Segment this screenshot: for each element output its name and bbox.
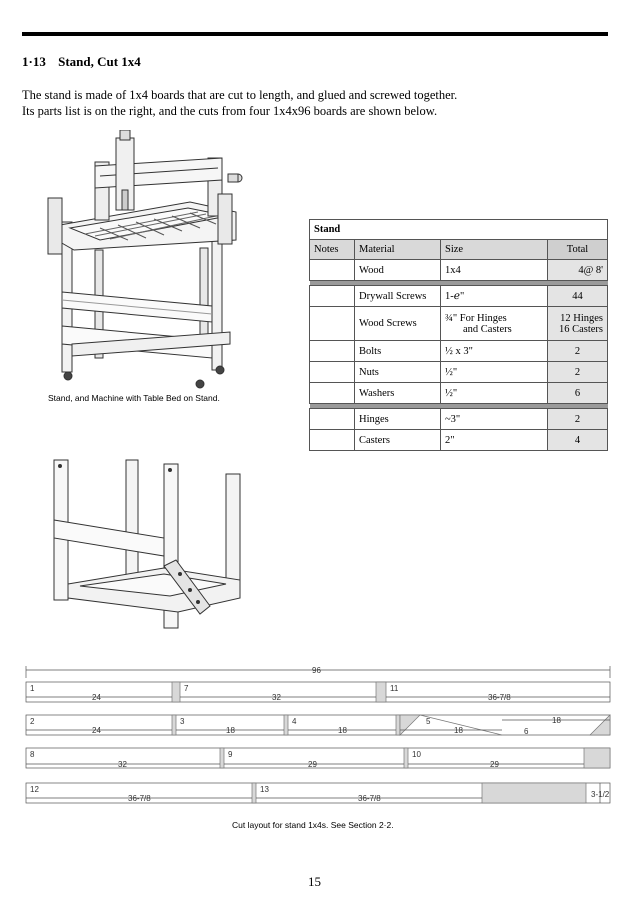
cell-notes [310, 260, 355, 281]
board-2 [26, 715, 610, 735]
cell-notes [310, 362, 355, 383]
cell-material: Washers [355, 383, 441, 404]
cell-material: Wood [355, 260, 441, 281]
piece-id: 5 [426, 717, 431, 726]
table-title: Stand [310, 220, 608, 240]
cell-material: Hinges [355, 409, 441, 430]
machine-on-stand-illustration [40, 130, 250, 392]
piece-length: 32 [272, 693, 281, 702]
piece-length: 18 [226, 726, 235, 735]
table-row [310, 260, 608, 281]
table-row [310, 307, 608, 341]
piece-length: 18 [338, 726, 347, 735]
piece-id: 3 [180, 717, 185, 726]
cell-size: ½" [441, 362, 548, 383]
piece-id: 4 [292, 717, 297, 726]
cell-total: 2 [548, 341, 608, 362]
cell-total-line-1: 12 Hinges [560, 312, 603, 324]
board-width-label: 3-1/2 [591, 790, 610, 799]
cell-total: 4@ 8' [548, 260, 608, 281]
intro-paragraph [22, 87, 457, 119]
figure-caption-machine: Stand, and Machine with Table Bed on Stand. [48, 393, 220, 403]
piece-length: 29 [308, 760, 317, 769]
cell-size: 1x4 [441, 260, 548, 281]
piece-id: 8 [30, 750, 35, 759]
section-heading [22, 54, 141, 70]
table-title-row [310, 220, 608, 240]
cell-notes [310, 383, 355, 404]
total-length-label: 96 [312, 666, 321, 675]
board-3 [26, 748, 610, 768]
cell-material: Nuts [355, 362, 441, 383]
table-row [310, 383, 608, 404]
cell-size-line-1: ¾" For Hinges [445, 312, 507, 324]
cell-total-line-2: 16 Casters [558, 323, 603, 335]
piece-length: 18 [552, 716, 561, 725]
cell-size: 2" [441, 430, 548, 451]
cell-total: 6 [548, 383, 608, 404]
piece-id: 7 [184, 684, 189, 693]
section-number: 1·13 [22, 54, 46, 69]
cell-notes [310, 341, 355, 362]
stand-illustration [40, 456, 246, 632]
page-number: 15 [308, 874, 321, 889]
piece-length: 36-7/8 [358, 794, 381, 803]
cell-notes [310, 430, 355, 451]
piece-length: 24 [92, 693, 101, 702]
top-rule [22, 32, 608, 36]
cell-size: ½" [441, 383, 548, 404]
table-row [310, 341, 608, 362]
piece-length: 36-7/8 [488, 693, 511, 702]
piece-id: 2 [30, 717, 35, 726]
cell-total: 44 [548, 286, 608, 307]
cell-notes [310, 409, 355, 430]
cut-layout-diagram [22, 660, 614, 810]
table-header-row [310, 240, 608, 260]
parts-list-table [309, 219, 608, 451]
piece-id: 13 [260, 785, 269, 794]
table-row [310, 362, 608, 383]
piece-id: 1 [30, 684, 35, 693]
cell-total [548, 307, 608, 341]
cell-material: Drywall Screws [355, 286, 441, 307]
piece-length: 24 [92, 726, 101, 735]
table-row [310, 286, 608, 307]
cell-notes [310, 286, 355, 307]
cell-material: Casters [355, 430, 441, 451]
piece-id: 11 [390, 684, 399, 693]
table-row [310, 409, 608, 430]
piece-length: 18 [454, 726, 463, 735]
piece-id: 10 [412, 750, 421, 759]
piece-length: 32 [118, 760, 127, 769]
header-notes: Notes [310, 240, 355, 260]
cell-total: 2 [548, 362, 608, 383]
board-1 [26, 682, 610, 702]
table-row [310, 430, 608, 451]
cell-size: 1-ℯ" [441, 286, 548, 307]
header-total: Total [548, 240, 608, 260]
piece-id: 12 [30, 785, 39, 794]
cell-total: 4 [548, 430, 608, 451]
cell-size: ~3" [441, 409, 548, 430]
header-size: Size [441, 240, 548, 260]
intro-line-1: The stand is made of 1x4 boards that are cut to length, and glued and screwed together. [22, 88, 458, 102]
cell-material: Bolts [355, 341, 441, 362]
cut-layout-caption: Cut layout for stand 1x4s. See Section 2·2. [232, 820, 394, 830]
cell-size-line-2: and Casters [463, 323, 512, 335]
section-title: Stand, Cut 1x4 [58, 54, 141, 69]
cell-notes [310, 307, 355, 341]
cell-material: Wood Screws [355, 307, 441, 341]
cell-total: 2 [548, 409, 608, 430]
cell-size [441, 307, 548, 341]
piece-length: 36-7/8 [128, 794, 151, 803]
cell-size: ½ x 3" [441, 341, 548, 362]
piece-id: 6 [524, 727, 529, 736]
piece-length: 29 [490, 760, 499, 769]
piece-id: 9 [228, 750, 233, 759]
intro-line-2: Its parts list is on the right, and the cuts from four 1x4x96 boards are shown below. [22, 104, 438, 118]
header-material: Material [355, 240, 441, 260]
